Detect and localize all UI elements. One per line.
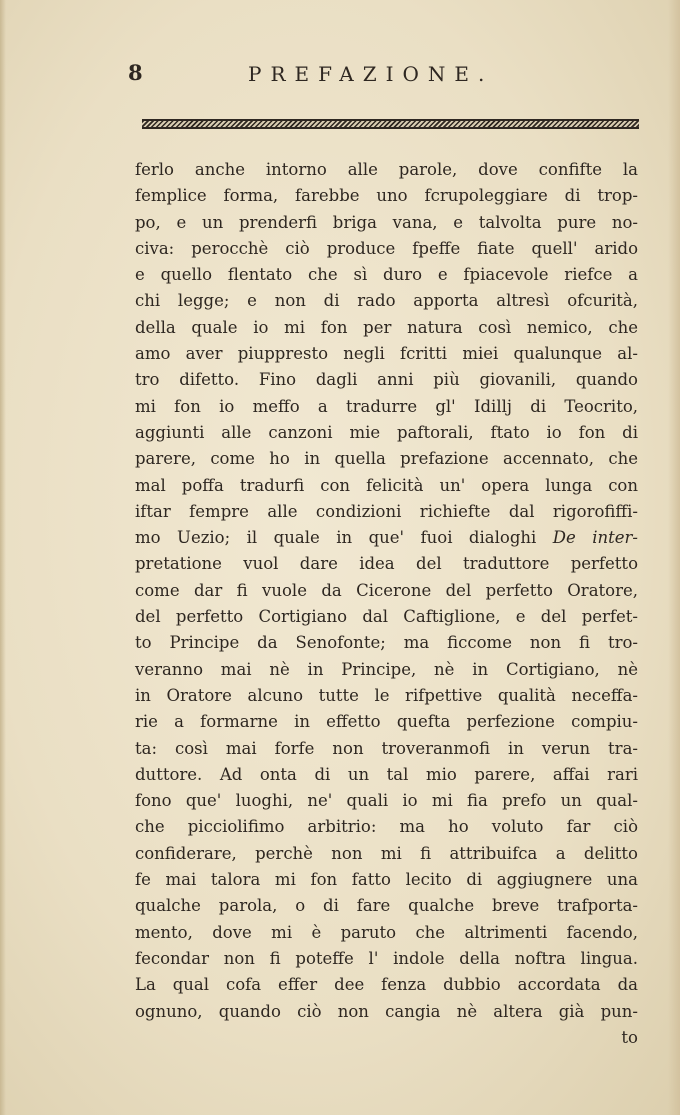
text-segment: mo Uezio; il quale in que' fuoi dialoghi <box>135 528 537 548</box>
text-line: e quello flentato che sì duro e fpiacevole riefce a <box>135 265 638 285</box>
text-line: po, e un prenderfi briga vana, e talvolta pure no- <box>135 212 638 232</box>
text-line: femplice forma, farebbe uno fcrupoleggiare di trop- <box>135 186 638 206</box>
text-line: confiderare, perchè non mi fi attribuifca a delitto <box>135 843 638 863</box>
text-line: rie a formarne in effetto quefta perfezione compiu- <box>135 712 638 732</box>
text-line: qualche parola, o di fare qualche breve trafporta- <box>135 896 638 916</box>
page-edge-right <box>668 0 680 1115</box>
text-line: to Principe da Senofonte; ma ficcome non fi tro- <box>135 633 638 653</box>
catchword: to <box>621 1027 638 1047</box>
text-line: del perfetto Cortigiano dal Caftiglione, e del perfet- <box>135 607 638 627</box>
italic-phrase: De inter- <box>552 528 638 548</box>
text-line: veranno mai nè in Principe, nè in Cortigiano, nè <box>135 659 638 679</box>
text-line: aggiunti alle canzoni mie paftorali, ftato io fon di <box>135 422 638 442</box>
text-line: come dar fi vuole da Cicerone del perfetto Oratore, <box>135 580 638 600</box>
ornamental-rule <box>142 119 639 129</box>
text-line: tro difetto. Fino dagli anni più giovanili, quando <box>135 370 638 390</box>
text-line: duttore. Ad onta di un tal mio parere, affai rari <box>135 764 638 784</box>
text-line: ferlo anche intorno alle parole, dove confifte la <box>135 160 638 179</box>
text-line: chi legge; e non di rado apporta altresì ofcurità, <box>135 291 638 311</box>
text-line: amo aver piuppresto negli fcritti miei qualunque al- <box>135 344 638 364</box>
text-line: ognuno, quando ciò non cangia nè altera già pun- <box>135 1001 638 1021</box>
text-line: che picciolifimo arbitrio: ma ho voluto far ciò <box>135 817 638 837</box>
text-line: fono que' luoghi, ne' quali io mi fia prefo un qual- <box>135 791 638 811</box>
text-line-with-italic <box>135 525 638 551</box>
text-line: della quale io mi fon per natura così nemico, che <box>135 317 638 337</box>
text-line: mento, dove mi è paruto che altrimenti facendo, <box>135 922 638 942</box>
body-text <box>135 157 638 1051</box>
text-line: in Oratore alcuno tutte le rifpettive qualità neceffa- <box>135 685 638 705</box>
text-line: mi fon io meffo a tradurre gl' Idillj di Teocrito, <box>135 396 638 416</box>
text-line: ta: così mai forfe non troveranmofi in verun tra- <box>135 738 638 758</box>
text-line: fe mai talora mi fon fatto lecito di aggiugnere una <box>135 870 638 890</box>
page-edge-left <box>0 0 6 1115</box>
text-line: pretatione vuol dare idea del traduttore perfetto <box>135 554 638 574</box>
text-line: La qual cofa effer dee fenza dubbio accordata da <box>135 975 638 995</box>
text-line: mal poffa tradurfi con felicità un' opera lunga con <box>135 475 638 495</box>
running-title: PREFAZIONE. <box>248 62 494 86</box>
text-line: iftar fempre alle condizioni richiefte dal rigorofiffi- <box>135 501 638 521</box>
text-line: parere, come ho in quella prefazione accennato, che <box>135 449 638 469</box>
text-line: civa: perocchè ciò produce fpeffe fiate quell' arido <box>135 238 638 258</box>
text-line: fecondar non fi poteffe l' indole della noftra lingua. <box>135 948 638 968</box>
page-number: 8 <box>128 60 143 85</box>
